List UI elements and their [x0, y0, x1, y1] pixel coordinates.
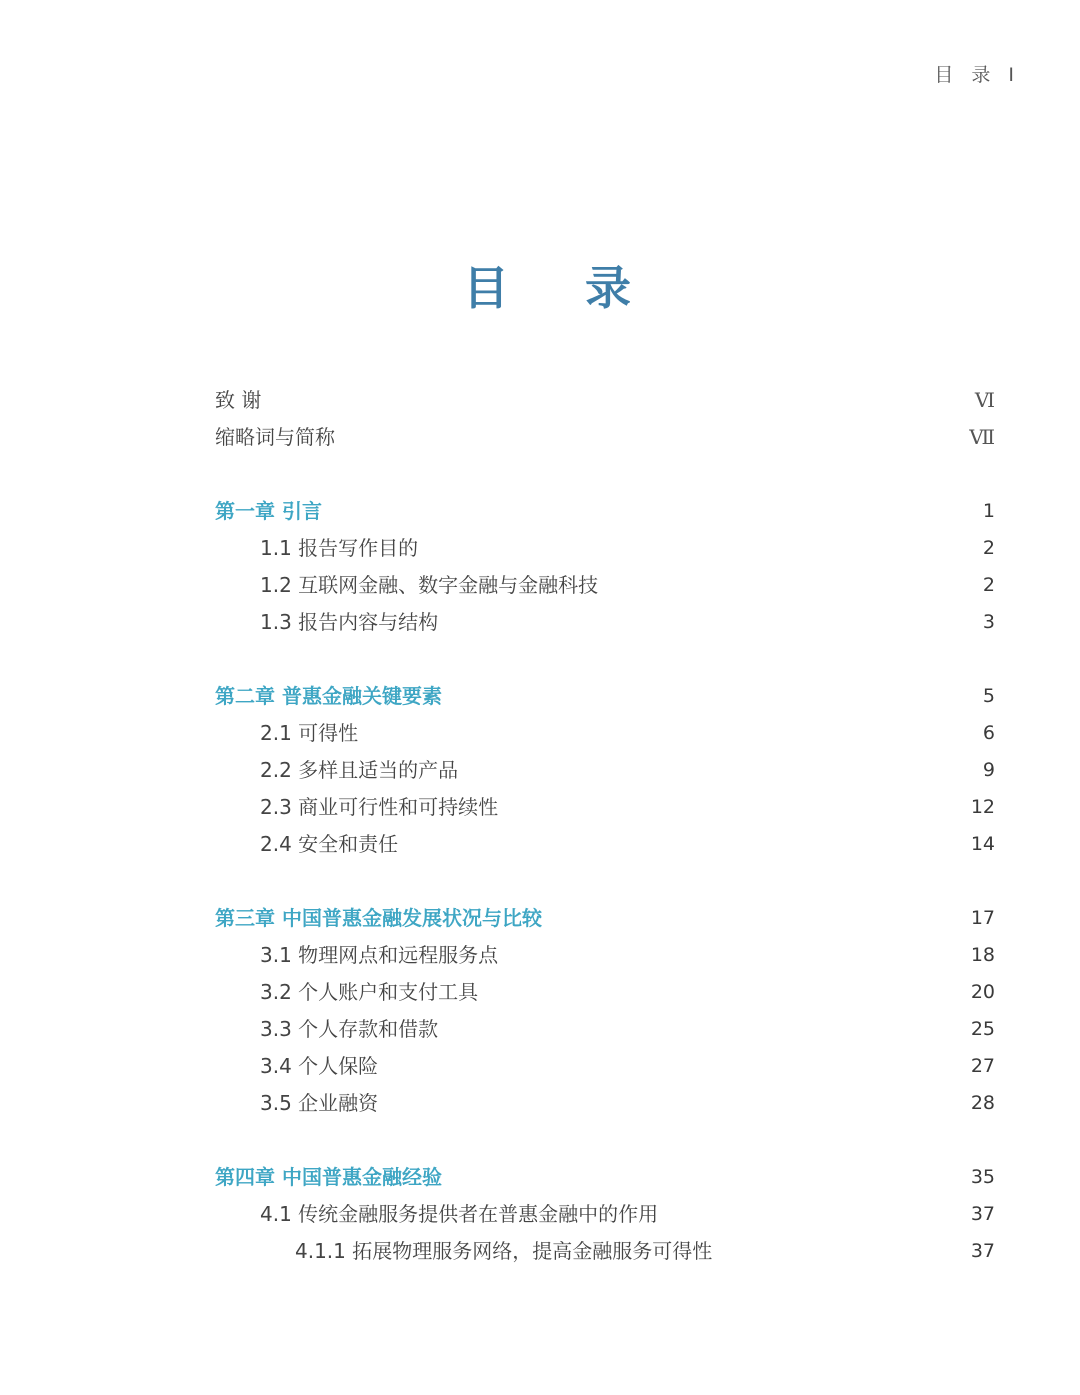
toc-section-3-2[interactable]: [215, 974, 995, 1011]
toc-section-label: 3.1 物理网点和远程服务点: [260, 943, 499, 967]
toc-section-label: 2.1 可得性: [260, 721, 359, 745]
toc-chapter-1[interactable]: [215, 493, 995, 530]
toc-section-label: 2.2 多样且适当的产品: [260, 758, 459, 782]
page-title: 目 录: [462, 261, 661, 315]
toc-chapter-label: 第四章 中国普惠金融经验: [215, 1165, 442, 1189]
toc-section-page: 14: [970, 833, 995, 855]
toc-section-1-2[interactable]: [215, 567, 995, 604]
toc-section-label: 2.4 安全和责任: [260, 832, 399, 856]
toc-section-label: 1.2 互联网金融、数字金融与金融科技: [260, 573, 599, 597]
toc-entry-label: 缩略词与简称: [215, 425, 335, 449]
toc-chapter-3[interactable]: [215, 900, 995, 937]
toc-section-3-4[interactable]: [215, 1048, 995, 1085]
toc-section-2-3[interactable]: [215, 789, 995, 826]
toc-subsection-page: 37: [970, 1240, 995, 1262]
toc-entry-label: 致 谢: [215, 388, 262, 412]
toc-chapter-label: 第一章 引言: [215, 499, 322, 523]
toc-section-3-5[interactable]: [215, 1085, 995, 1122]
toc-section-page: 25: [970, 1018, 995, 1040]
toc-chapter-label: 第二章 普惠金融关键要素: [215, 684, 442, 708]
toc-chapter-4[interactable]: [215, 1159, 995, 1196]
toc-subsection-4-1-1[interactable]: [215, 1233, 995, 1270]
toc-chapter-page: 1: [982, 500, 995, 522]
toc-section-label: 1.1 报告写作目的: [260, 536, 419, 560]
toc-section-label: 1.3 报告内容与结构: [260, 610, 439, 634]
toc-section-label: 4.1 传统金融服务提供者在普惠金融中的作用: [260, 1202, 659, 1226]
toc-section-page: 3: [982, 611, 995, 633]
toc-chapter-label: 第三章 中国普惠金融发展状况与比较: [215, 906, 542, 930]
toc-section-page: 6: [982, 722, 995, 744]
toc-section-3-1[interactable]: [215, 937, 995, 974]
toc-section-page: 37: [970, 1203, 995, 1225]
toc-section-label: 3.3 个人存款和借款: [260, 1017, 439, 1041]
toc-section-page: 28: [970, 1092, 995, 1114]
toc-chapter-page: 35: [970, 1166, 995, 1188]
toc-section-label: 2.3 商业可行性和可持续性: [260, 795, 499, 819]
toc-section-label: 3.4 个人保险: [260, 1054, 379, 1078]
toc-section-4-1[interactable]: [215, 1196, 995, 1233]
toc-section-label: 3.2 个人账户和支付工具: [260, 980, 479, 1004]
toc-chapter-page: 17: [970, 907, 995, 929]
toc-section-2-2[interactable]: [215, 752, 995, 789]
toc-section-page: 9: [982, 759, 995, 781]
toc-section-page: 12: [970, 796, 995, 818]
running-header: 目 录 Ⅰ: [934, 64, 1020, 86]
toc-entry-abbreviations[interactable]: [215, 419, 995, 456]
toc-section-3-3[interactable]: [215, 1011, 995, 1048]
toc-section-page: 18: [970, 944, 995, 966]
toc-section-1-3[interactable]: [215, 604, 995, 641]
toc-section-2-1[interactable]: [215, 715, 995, 752]
toc-entry-page: Ⅵ: [974, 388, 995, 412]
toc-section-page: 2: [982, 574, 995, 596]
toc-chapter-2[interactable]: [215, 678, 995, 715]
toc-section-page: 2: [982, 537, 995, 559]
toc-subsection-label: 4.1.1 拓展物理服务网络，提高金融服务可得性: [295, 1239, 713, 1263]
toc-entry-acknowledgements[interactable]: [215, 382, 995, 419]
toc-section-page: 20: [970, 981, 995, 1003]
toc-chapter-page: 5: [982, 685, 995, 707]
toc-section-label: 3.5 企业融资: [260, 1091, 379, 1115]
toc-section-page: 27: [970, 1055, 995, 1077]
toc-section-2-4[interactable]: [215, 826, 995, 863]
table-of-contents: [215, 382, 995, 1270]
toc-section-1-1[interactable]: [215, 530, 995, 567]
toc-entry-page: Ⅶ: [969, 425, 995, 449]
